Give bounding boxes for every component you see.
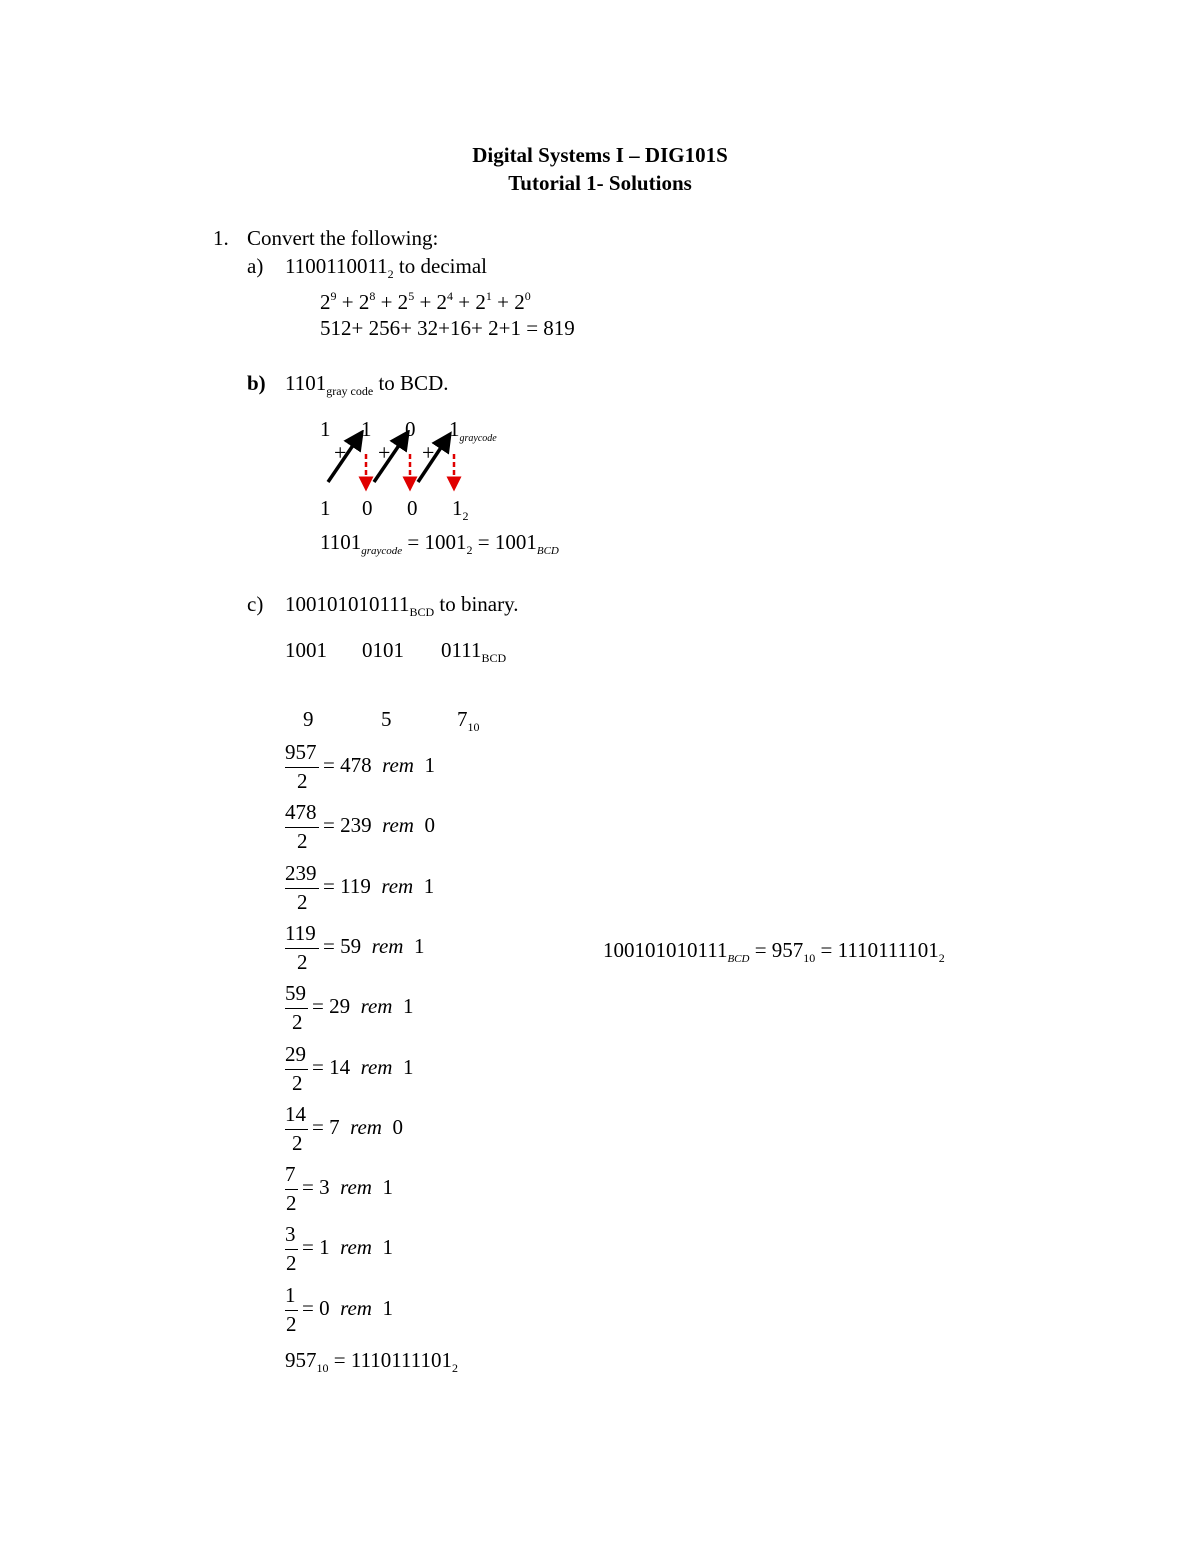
division-numerator: 59 bbox=[285, 981, 306, 1005]
rem-word: rem bbox=[381, 874, 414, 898]
division-denominator: 2 bbox=[292, 1071, 303, 1095]
part-c-question bbox=[285, 592, 519, 617]
part-a-base: 2 bbox=[387, 267, 394, 281]
division-numerator: 1 bbox=[285, 1283, 296, 1307]
rem-word: rem bbox=[371, 934, 404, 958]
fraction-bar bbox=[285, 888, 319, 889]
rem-word: rem bbox=[340, 1175, 372, 1199]
division-numerator: 119 bbox=[285, 921, 316, 945]
division-quotient: 1 bbox=[319, 1235, 330, 1259]
division-quotient: 0 bbox=[319, 1296, 330, 1320]
part-c-label: c) bbox=[247, 592, 264, 616]
gray-digit: $1_{graycode}$ bbox=[449, 417, 497, 444]
part-a-suffix: to decimal bbox=[398, 254, 487, 278]
division-numerator: 7 bbox=[285, 1162, 296, 1186]
part-b-label: b) bbox=[247, 371, 266, 395]
division-quotient: 14 bbox=[329, 1055, 351, 1079]
gray-result-line: $1101_{graycode} = 1001_2 = 1001_{BCD}$ bbox=[320, 530, 559, 557]
decimal-digit: 9 bbox=[303, 707, 314, 731]
binary-digit: 1 bbox=[320, 496, 331, 520]
division-remainder: 0 bbox=[424, 813, 435, 837]
document-title: Digital Systems I – DIG101S bbox=[472, 143, 728, 167]
decimal-sum-line: 512+ 256+ 32+16+ 2+1 = 819 bbox=[320, 316, 575, 340]
part-b-value: 1101 bbox=[285, 371, 327, 395]
division-denominator: 2 bbox=[297, 769, 308, 793]
division-numerator: 29 bbox=[285, 1042, 306, 1066]
rem-word: rem bbox=[360, 1055, 393, 1079]
rem-word: rem bbox=[382, 813, 414, 837]
division-result: = 3 rem 1 bbox=[302, 1175, 393, 1199]
division-numerator: 14 bbox=[285, 1102, 306, 1126]
division-quotient: 478 bbox=[340, 753, 372, 777]
summary-result-line: $100101010111_{BCD} = 957_{10} = 1110111101_2$ bbox=[603, 938, 945, 965]
power-sum-line: $2^9 + 2^8 + 2^5 + 2^4 + 2^1 + 2^0$ bbox=[320, 289, 531, 314]
division-numerator: 478 bbox=[285, 800, 317, 824]
fraction-bar bbox=[285, 1189, 298, 1190]
gray-to-binary-arrows bbox=[320, 430, 470, 496]
division-denominator: 2 bbox=[286, 1251, 297, 1275]
xor-symbol: + bbox=[378, 440, 391, 465]
division-denominator: 2 bbox=[297, 829, 308, 853]
part-b-question bbox=[285, 371, 448, 396]
division-result: = 1 rem 1 bbox=[302, 1235, 393, 1259]
division-denominator: 2 bbox=[286, 1191, 297, 1215]
division-remainder: 1 bbox=[402, 994, 414, 1018]
division-result: = 239 rem 0 bbox=[323, 813, 435, 837]
division-result: = 0 rem 1 bbox=[302, 1296, 393, 1320]
power-term: 4 bbox=[447, 289, 454, 303]
division-remainder: 1 bbox=[382, 1235, 393, 1259]
fraction-bar bbox=[285, 1008, 308, 1009]
division-numerator: 239 bbox=[285, 861, 317, 885]
power-term: 5 bbox=[408, 289, 415, 303]
bcd-group: 0101 bbox=[362, 638, 404, 662]
binary-digit: 0 bbox=[362, 496, 373, 520]
part-c-value: 100101010111 bbox=[285, 592, 410, 616]
fraction-bar bbox=[285, 827, 319, 828]
division-remainder: 1 bbox=[424, 753, 435, 777]
division-denominator: 2 bbox=[292, 1010, 303, 1034]
part-c-suffix: to binary. bbox=[439, 592, 519, 616]
part-a-label: a) bbox=[247, 254, 264, 278]
division-numerator: 957 bbox=[285, 740, 317, 764]
bcd-group: 1001 bbox=[285, 638, 327, 662]
division-remainder: 1 bbox=[382, 1296, 393, 1320]
division-denominator: 2 bbox=[297, 950, 308, 974]
part-a-value: 1100110011 bbox=[285, 254, 388, 278]
division-denominator: 2 bbox=[297, 890, 308, 914]
division-quotient: 3 bbox=[319, 1175, 330, 1199]
gray-digit: 1 bbox=[361, 417, 372, 441]
division-remainder: 1 bbox=[402, 1055, 414, 1079]
power-term: 9 bbox=[330, 289, 337, 303]
fraction-bar bbox=[285, 1249, 298, 1250]
part-b-suffix: to BCD. bbox=[378, 371, 449, 395]
division-remainder: 0 bbox=[392, 1115, 403, 1139]
fraction-bar bbox=[285, 1310, 298, 1311]
binary-digit: $1_2$ bbox=[452, 496, 469, 523]
division-quotient: 239 bbox=[340, 813, 372, 837]
rem-word: rem bbox=[340, 1296, 372, 1320]
part-b-sub: gray code bbox=[326, 384, 374, 398]
division-numerator: 3 bbox=[285, 1222, 296, 1246]
division-remainder: 1 bbox=[413, 934, 425, 958]
division-result: = 14 rem 1 bbox=[312, 1055, 414, 1079]
division-remainder: 1 bbox=[423, 874, 435, 898]
xor-symbol: + bbox=[334, 440, 347, 465]
rem-word: rem bbox=[360, 994, 393, 1018]
division-remainder: 1 bbox=[382, 1175, 393, 1199]
binary-digit: 0 bbox=[407, 496, 418, 520]
division-denominator: 2 bbox=[286, 1312, 297, 1336]
division-result: = 478 rem 1 bbox=[323, 753, 435, 777]
decimal-digit: $7_{10}$ bbox=[457, 707, 480, 734]
gray-digit-sub: graycode bbox=[459, 433, 497, 444]
rem-word: rem bbox=[382, 753, 414, 777]
rem-word: rem bbox=[340, 1235, 372, 1259]
division-result: = 29 rem 1 bbox=[312, 994, 414, 1018]
part-a-question bbox=[285, 254, 487, 279]
fraction-bar bbox=[285, 948, 319, 949]
division-quotient: 29 bbox=[329, 994, 351, 1018]
question-text: Convert the following: bbox=[247, 226, 439, 250]
fraction-bar bbox=[285, 767, 319, 768]
fraction-bar bbox=[285, 1069, 308, 1070]
document-subtitle: Tutorial 1- Solutions bbox=[508, 171, 692, 195]
decimal-digit-sub: 10 bbox=[467, 720, 480, 734]
binary-digit-sub: 2 bbox=[462, 509, 469, 523]
xor-symbol: + bbox=[422, 440, 435, 465]
gray-digit: 1 bbox=[320, 417, 331, 441]
bcd-group-sub: BCD bbox=[481, 651, 507, 665]
rem-word: rem bbox=[350, 1115, 382, 1139]
division-denominator: 2 bbox=[292, 1131, 303, 1155]
division-result: = 59 rem 1 bbox=[323, 934, 425, 958]
division-quotient: 59 bbox=[340, 934, 362, 958]
power-term: 0 bbox=[524, 289, 531, 303]
division-result: = 7 rem 0 bbox=[312, 1115, 403, 1139]
power-term: 1 bbox=[485, 289, 492, 303]
gray-digit: 0 bbox=[405, 417, 416, 441]
power-term: 8 bbox=[369, 289, 376, 303]
fraction-bar bbox=[285, 1129, 308, 1130]
bcd-group: $0111_{BCD}$ bbox=[441, 638, 507, 665]
division-result: = 119 rem 1 bbox=[323, 874, 435, 898]
decimal-digit: 5 bbox=[381, 707, 392, 731]
final-result-line: $957_{10} = 1110111101_2$ bbox=[285, 1348, 458, 1375]
part-c-sub: BCD bbox=[409, 605, 435, 619]
question-number: 1. bbox=[213, 226, 229, 250]
division-quotient: 7 bbox=[329, 1115, 340, 1139]
division-quotient: 119 bbox=[340, 874, 371, 898]
